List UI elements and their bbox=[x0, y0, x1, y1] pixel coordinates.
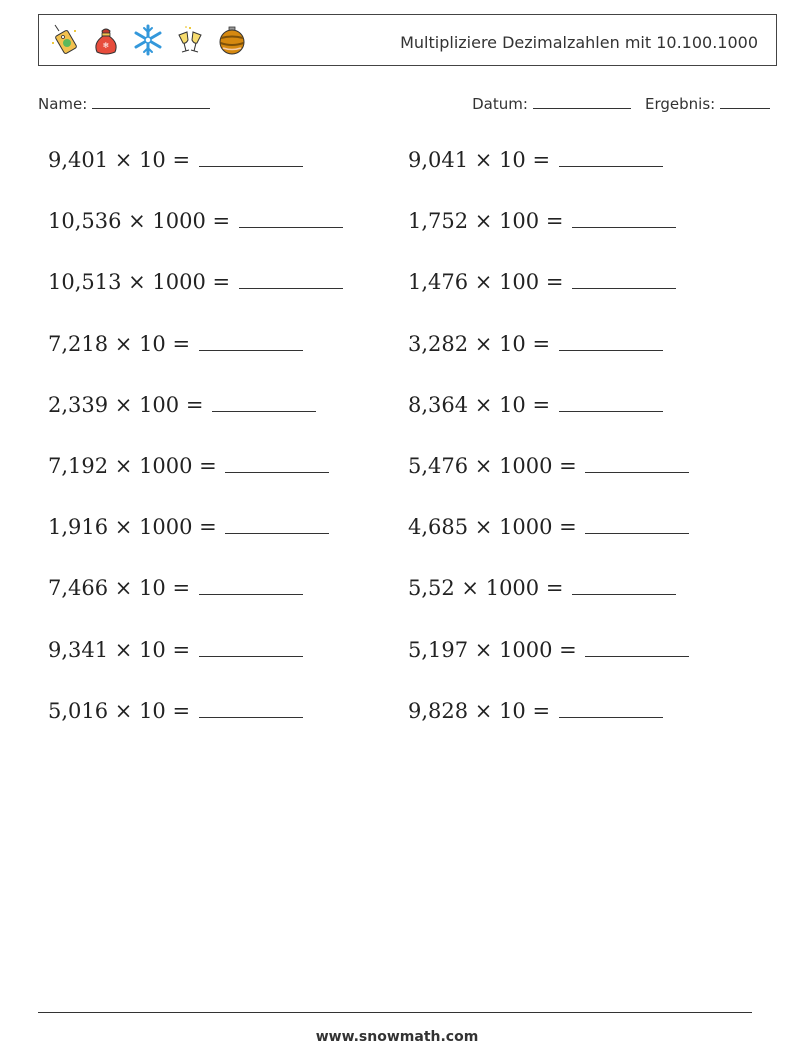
answer-blank[interactable] bbox=[199, 636, 303, 657]
problem bbox=[408, 697, 768, 758]
problem bbox=[408, 574, 768, 635]
problem bbox=[48, 146, 408, 207]
problem bbox=[48, 268, 408, 329]
problem bbox=[408, 268, 768, 329]
problem-row bbox=[48, 697, 768, 758]
answer-blank[interactable] bbox=[225, 452, 329, 473]
problem bbox=[48, 452, 408, 513]
date-result-fields bbox=[472, 94, 770, 113]
problem-expression: 2,339 × 100 = bbox=[48, 392, 204, 417]
answer-blank[interactable] bbox=[239, 207, 343, 228]
answer-blank[interactable] bbox=[572, 574, 676, 595]
problem-row bbox=[48, 452, 768, 513]
problem-row bbox=[48, 146, 768, 207]
problem bbox=[48, 391, 408, 452]
problem bbox=[48, 574, 408, 635]
header-box bbox=[38, 14, 777, 66]
answer-blank[interactable] bbox=[239, 268, 343, 289]
problem-expression: 1,752 × 100 = bbox=[408, 209, 564, 234]
problem-expression: 5,476 × 1000 = bbox=[408, 453, 577, 478]
answer-blank[interactable] bbox=[199, 697, 303, 718]
icon-strip bbox=[47, 23, 249, 57]
problem-expression: 9,828 × 10 = bbox=[408, 698, 551, 723]
problem-expression: 5,197 × 1000 = bbox=[408, 637, 577, 662]
santa-sack-icon bbox=[89, 23, 123, 57]
answer-blank[interactable] bbox=[559, 146, 663, 167]
name-label: Name: bbox=[38, 95, 88, 113]
result-label: Ergebnis: bbox=[645, 95, 716, 113]
answer-blank[interactable] bbox=[585, 452, 689, 473]
answer-blank[interactable] bbox=[212, 391, 316, 412]
answer-blank[interactable] bbox=[585, 636, 689, 657]
svg-text:❄: ❄ bbox=[102, 41, 110, 50]
answer-blank[interactable] bbox=[559, 330, 663, 351]
answer-blank[interactable] bbox=[199, 330, 303, 351]
problem bbox=[408, 391, 768, 452]
problem-expression: 10,513 × 1000 = bbox=[48, 270, 231, 295]
problem-expression: 4,685 × 1000 = bbox=[408, 515, 577, 540]
problem bbox=[408, 146, 768, 207]
problem bbox=[48, 513, 408, 574]
problem-grid bbox=[48, 146, 768, 758]
problem bbox=[408, 207, 768, 268]
answer-blank[interactable] bbox=[199, 146, 303, 167]
problem bbox=[48, 636, 408, 697]
problem-expression: 7,192 × 1000 = bbox=[48, 453, 217, 478]
christmas-bauble-icon bbox=[215, 23, 249, 57]
footer-divider bbox=[38, 1012, 752, 1013]
problem-expression: 1,916 × 1000 = bbox=[48, 515, 217, 540]
gift-tag-icon bbox=[47, 23, 81, 57]
problem-row bbox=[48, 391, 768, 452]
champagne-glasses-icon bbox=[173, 23, 207, 57]
problem bbox=[408, 452, 768, 513]
problem-expression: 9,341 × 10 = bbox=[48, 637, 191, 662]
problem-expression: 5,52 × 1000 = bbox=[408, 576, 564, 601]
result-blank[interactable] bbox=[720, 94, 770, 109]
problem-row bbox=[48, 207, 768, 268]
date-label: Datum: bbox=[472, 95, 528, 113]
problem bbox=[408, 636, 768, 697]
answer-blank[interactable] bbox=[585, 513, 689, 534]
problem-expression: 9,041 × 10 = bbox=[408, 148, 551, 172]
problem-row bbox=[48, 330, 768, 391]
problem-expression: 8,364 × 10 = bbox=[408, 392, 551, 417]
problem bbox=[408, 330, 768, 391]
answer-blank[interactable] bbox=[572, 268, 676, 289]
answer-blank[interactable] bbox=[572, 207, 676, 228]
problem bbox=[48, 697, 408, 758]
date-blank[interactable] bbox=[533, 94, 631, 109]
problem-expression: 1,476 × 100 = bbox=[408, 270, 564, 295]
problem-expression: 5,016 × 10 = bbox=[48, 698, 191, 723]
problem-expression: 7,218 × 10 = bbox=[48, 331, 191, 356]
problem-row bbox=[48, 574, 768, 635]
footer-website[interactable]: www.snowmath.com bbox=[315, 1029, 479, 1045]
problem-row bbox=[48, 636, 768, 697]
name-field bbox=[38, 94, 210, 113]
worksheet-title: Multipliziere Dezimalzahlen mit 10.100.1000 bbox=[400, 33, 758, 52]
problem-row bbox=[48, 513, 768, 574]
snowflake-icon bbox=[131, 23, 165, 57]
problem bbox=[48, 330, 408, 391]
problem-expression: 10,536 × 1000 = bbox=[48, 209, 231, 234]
problem-expression: 3,282 × 10 = bbox=[408, 331, 551, 356]
answer-blank[interactable] bbox=[559, 697, 663, 718]
name-blank[interactable] bbox=[92, 94, 210, 109]
answer-blank[interactable] bbox=[559, 391, 663, 412]
problem-expression: 9,401 × 10 = bbox=[48, 148, 191, 172]
problem bbox=[48, 207, 408, 268]
problem-row bbox=[48, 268, 768, 329]
problem bbox=[408, 513, 768, 574]
answer-blank[interactable] bbox=[225, 513, 329, 534]
answer-blank[interactable] bbox=[199, 574, 303, 595]
problem-expression: 7,466 × 10 = bbox=[48, 576, 191, 601]
